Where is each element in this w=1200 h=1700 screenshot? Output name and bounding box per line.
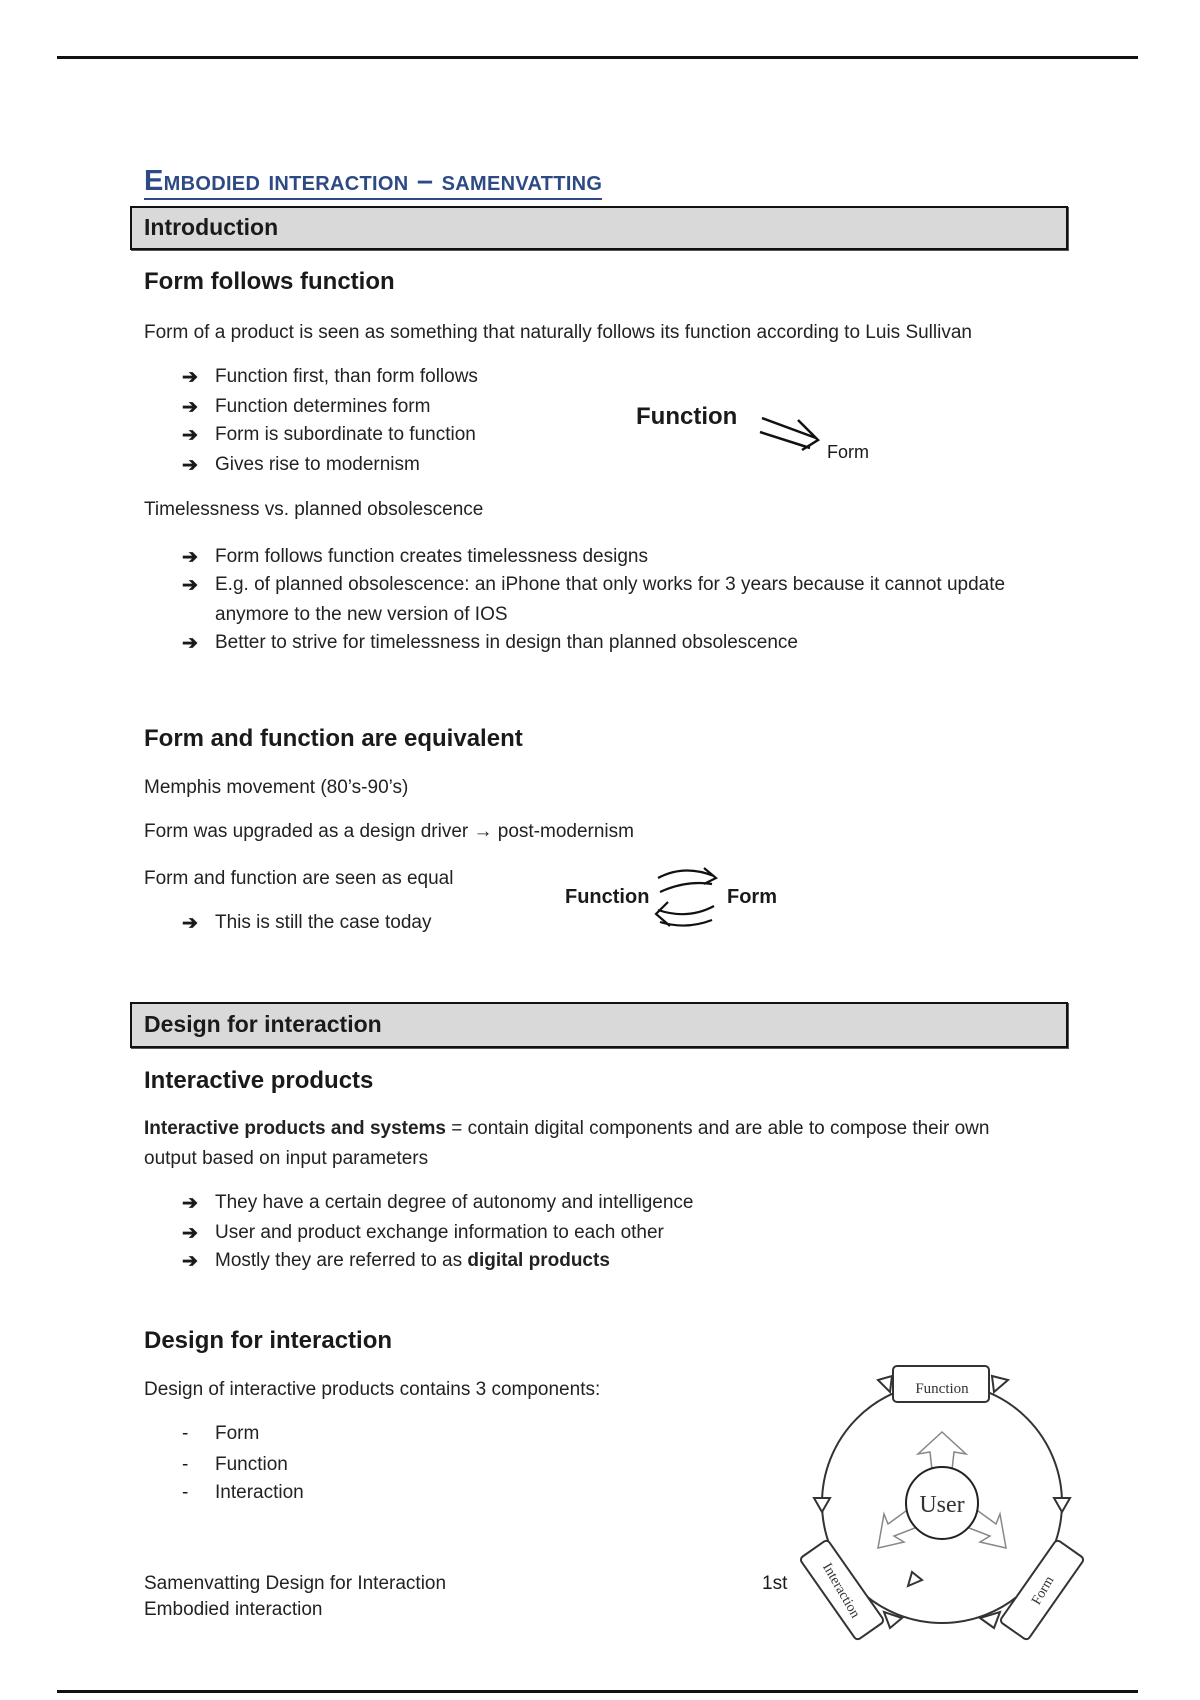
- label-form: Form: [1029, 1573, 1058, 1608]
- paragraph: output based on input parameters: [144, 1148, 429, 1169]
- arrow-bullet-icon: ➔: [182, 1223, 198, 1244]
- arrow-bullet-icon: ➔: [182, 575, 198, 596]
- definition-text: = contain digital components and are able to compose their own: [446, 1118, 990, 1139]
- design-components-diagram: [780, 1350, 1100, 1650]
- list-item-continuation: anymore to the new version of IOS: [215, 604, 508, 625]
- arrow-bullet-icon: ➔: [182, 913, 198, 934]
- diagram-label-form: Form: [827, 442, 869, 462]
- footer-line-1: Samenvatting Design for Interaction: [144, 1573, 447, 1594]
- list-item: Form is subordinate to function: [215, 424, 476, 445]
- bottom-rule: [57, 1690, 1138, 1693]
- section-header-design-for-interaction: [130, 1002, 1068, 1048]
- diagram-label-function: Function: [636, 403, 738, 430]
- diagram-label-form: Form: [727, 886, 777, 908]
- list-item: They have a certain degree of autonomy and intelligence: [215, 1192, 694, 1213]
- arrow-bullet-icon: ➔: [182, 547, 198, 568]
- label-user: User: [919, 1492, 965, 1518]
- list-item: Form follows function creates timelessness designs: [215, 546, 648, 567]
- list-item-bold: digital products: [467, 1250, 610, 1271]
- footer-page-marker: 1st: [762, 1573, 788, 1594]
- list-item: [215, 1250, 610, 1272]
- double-arrow-icon: [758, 412, 828, 457]
- heading-design-for-interaction: Design for interaction: [144, 1327, 393, 1354]
- arrow-bullet-icon: ➔: [182, 1251, 198, 1272]
- paragraph: Form was upgraded as a design driver → post-modernism: [144, 821, 634, 842]
- list-item: Function determines form: [215, 396, 431, 417]
- list-item: Gives rise to modernism: [215, 454, 420, 475]
- paragraph: Form and function are seen as equal: [144, 868, 454, 889]
- arrow-bullet-icon: ➔: [182, 397, 198, 418]
- dash-bullet: -: [182, 1454, 189, 1475]
- section-title: Introduction: [144, 214, 279, 240]
- cycle-arrows-icon: [650, 864, 722, 934]
- section-title: Design for interaction: [144, 1011, 382, 1037]
- definition-paragraph: [144, 1118, 989, 1140]
- label-interaction: Interaction: [819, 1560, 863, 1621]
- top-rule: [57, 56, 1138, 59]
- arrow-bullet-icon: ➔: [182, 425, 198, 446]
- label-function: Function: [915, 1381, 969, 1397]
- list-item-text: Mostly they are referred to as: [215, 1250, 468, 1271]
- paragraph: Design of interactive products contains 3 components:: [144, 1379, 601, 1400]
- footer-line-2: Embodied interaction: [144, 1599, 323, 1620]
- definition-term: Interactive products and systems: [144, 1118, 446, 1139]
- document-title: Embodied interaction – samenvatting: [144, 164, 602, 200]
- dash-bullet: -: [182, 1482, 189, 1503]
- arrow-bullet-icon: ➔: [182, 367, 198, 388]
- list-item: User and product exchange information to each other: [215, 1222, 664, 1243]
- list-item: E.g. of planned obsolescence: an iPhone that only works for 3 years because it cannot update: [215, 574, 1006, 595]
- section-header-introduction: [130, 206, 1068, 250]
- list-item: Function: [215, 1454, 288, 1475]
- list-item: Interaction: [215, 1482, 304, 1503]
- heading-interactive-products: Interactive products: [144, 1067, 374, 1094]
- paragraph: Memphis movement (80’s-90’s): [144, 777, 409, 798]
- heading-form-function-equivalent: Form and function are equivalent: [144, 725, 523, 752]
- list-item: This is still the case today: [215, 912, 432, 933]
- arrow-bullet-icon: ➔: [182, 455, 198, 476]
- list-item: Form: [215, 1423, 260, 1444]
- list-item: Function first, than form follows: [215, 366, 478, 387]
- diagram-label-function: Function: [565, 886, 650, 908]
- dash-bullet: -: [182, 1423, 189, 1444]
- arrow-bullet-icon: ➔: [182, 1193, 198, 1214]
- list-item: Better to strive for timelessness in design than planned obsolescence: [215, 632, 798, 653]
- arrow-bullet-icon: ➔: [182, 633, 198, 654]
- heading-form-follows-function: Form follows function: [144, 268, 395, 295]
- paragraph: Timelessness vs. planned obsolescence: [144, 499, 484, 520]
- paragraph: Form of a product is seen as something that naturally follows its function according to Luis Sullivan: [144, 322, 972, 343]
